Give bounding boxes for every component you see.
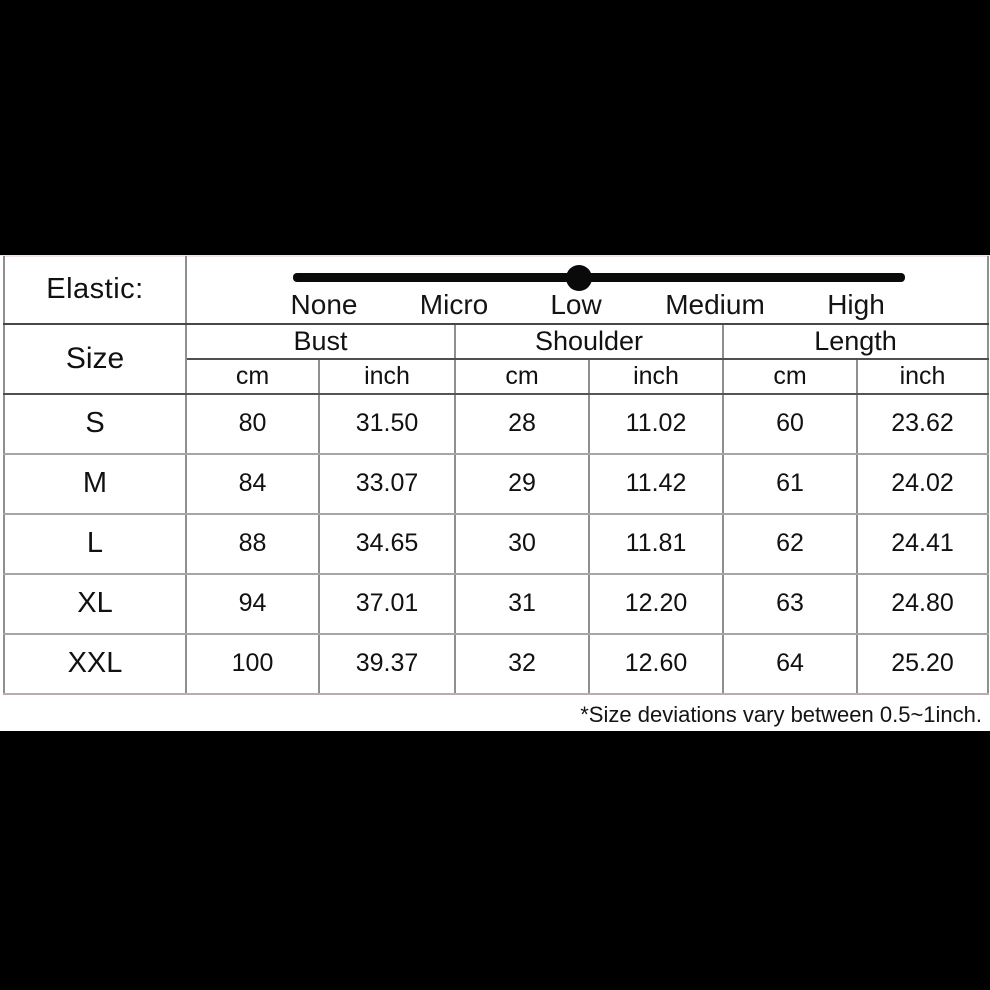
table-row-m xyxy=(4,454,988,514)
length-cm-value: 62 xyxy=(723,514,857,574)
shoulder-inch-header: inch xyxy=(589,359,723,394)
bust-cm-value: 100 xyxy=(186,634,319,694)
length-inch-value: 23.62 xyxy=(857,394,988,454)
bust-cm-value: 94 xyxy=(186,574,319,634)
table-row-s xyxy=(4,394,988,454)
slider-handle-dot xyxy=(566,265,592,291)
letterbox-top-bar xyxy=(0,0,990,255)
elastic-level-none: None xyxy=(290,289,358,320)
length-inch-value: 24.02 xyxy=(857,454,988,514)
shoulder-inch-value: 12.20 xyxy=(589,574,723,634)
length-cm-value: 61 xyxy=(723,454,857,514)
length-cm-value: 63 xyxy=(723,574,857,634)
elastic-level-micro: Micro xyxy=(419,289,489,320)
size-name: XXL xyxy=(4,634,186,694)
elastic-level-low: Low xyxy=(550,289,602,320)
length-cm-value: 64 xyxy=(723,634,857,694)
bust-inch-header: inch xyxy=(319,359,455,394)
bust-cm-value: 88 xyxy=(186,514,319,574)
elastic-row xyxy=(4,257,988,324)
length-inch-value: 24.80 xyxy=(857,574,988,634)
shoulder-cm-value: 29 xyxy=(455,454,589,514)
shoulder-inch-value: 11.02 xyxy=(589,394,723,454)
size-column-header: Size xyxy=(4,324,186,394)
size-chart-content xyxy=(0,255,990,732)
slider-track-bar xyxy=(293,273,905,282)
bust-inch-value: 33.07 xyxy=(319,454,455,514)
measurement-group-header-row xyxy=(4,324,988,359)
size-deviation-footnote: *Size deviations vary between 0.5~1inch. xyxy=(580,701,982,727)
letterbox-bottom-bar xyxy=(0,731,990,990)
shoulder-inch-value: 11.42 xyxy=(589,454,723,514)
table-row-xxl xyxy=(4,634,988,694)
size-chart-table xyxy=(3,256,989,695)
shoulder-inch-value: 12.60 xyxy=(589,634,723,694)
shoulder-cm-header: cm xyxy=(455,359,589,394)
length-group-header: Length xyxy=(723,324,988,359)
elastic-label: Elastic: xyxy=(4,257,186,324)
length-cm-header: cm xyxy=(723,359,857,394)
shoulder-group-header: Shoulder xyxy=(455,324,723,359)
size-name: XL xyxy=(4,574,186,634)
bust-cm-value: 80 xyxy=(186,394,319,454)
elastic-level-medium: Medium xyxy=(665,289,765,320)
bust-inch-value: 31.50 xyxy=(319,394,455,454)
bust-cm-header: cm xyxy=(186,359,319,394)
bust-inch-value: 39.37 xyxy=(319,634,455,694)
bust-group-header: Bust xyxy=(186,324,455,359)
size-name: S xyxy=(4,394,186,454)
shoulder-inch-value: 11.81 xyxy=(589,514,723,574)
bust-cm-value: 84 xyxy=(186,454,319,514)
shoulder-cm-value: 32 xyxy=(455,634,589,694)
bust-inch-value: 37.01 xyxy=(319,574,455,634)
length-inch-value: 24.41 xyxy=(857,514,988,574)
bust-inch-value: 34.65 xyxy=(319,514,455,574)
size-name: M xyxy=(4,454,186,514)
length-cm-value: 60 xyxy=(723,394,857,454)
length-inch-header: inch xyxy=(857,359,988,394)
elastic-slider xyxy=(186,257,988,324)
elastic-level-high: High xyxy=(827,289,885,320)
table-row-l xyxy=(4,514,988,574)
size-name: L xyxy=(4,514,186,574)
table-row-xl xyxy=(4,574,988,634)
shoulder-cm-value: 30 xyxy=(455,514,589,574)
shoulder-cm-value: 28 xyxy=(455,394,589,454)
shoulder-cm-value: 31 xyxy=(455,574,589,634)
length-inch-value: 25.20 xyxy=(857,634,988,694)
